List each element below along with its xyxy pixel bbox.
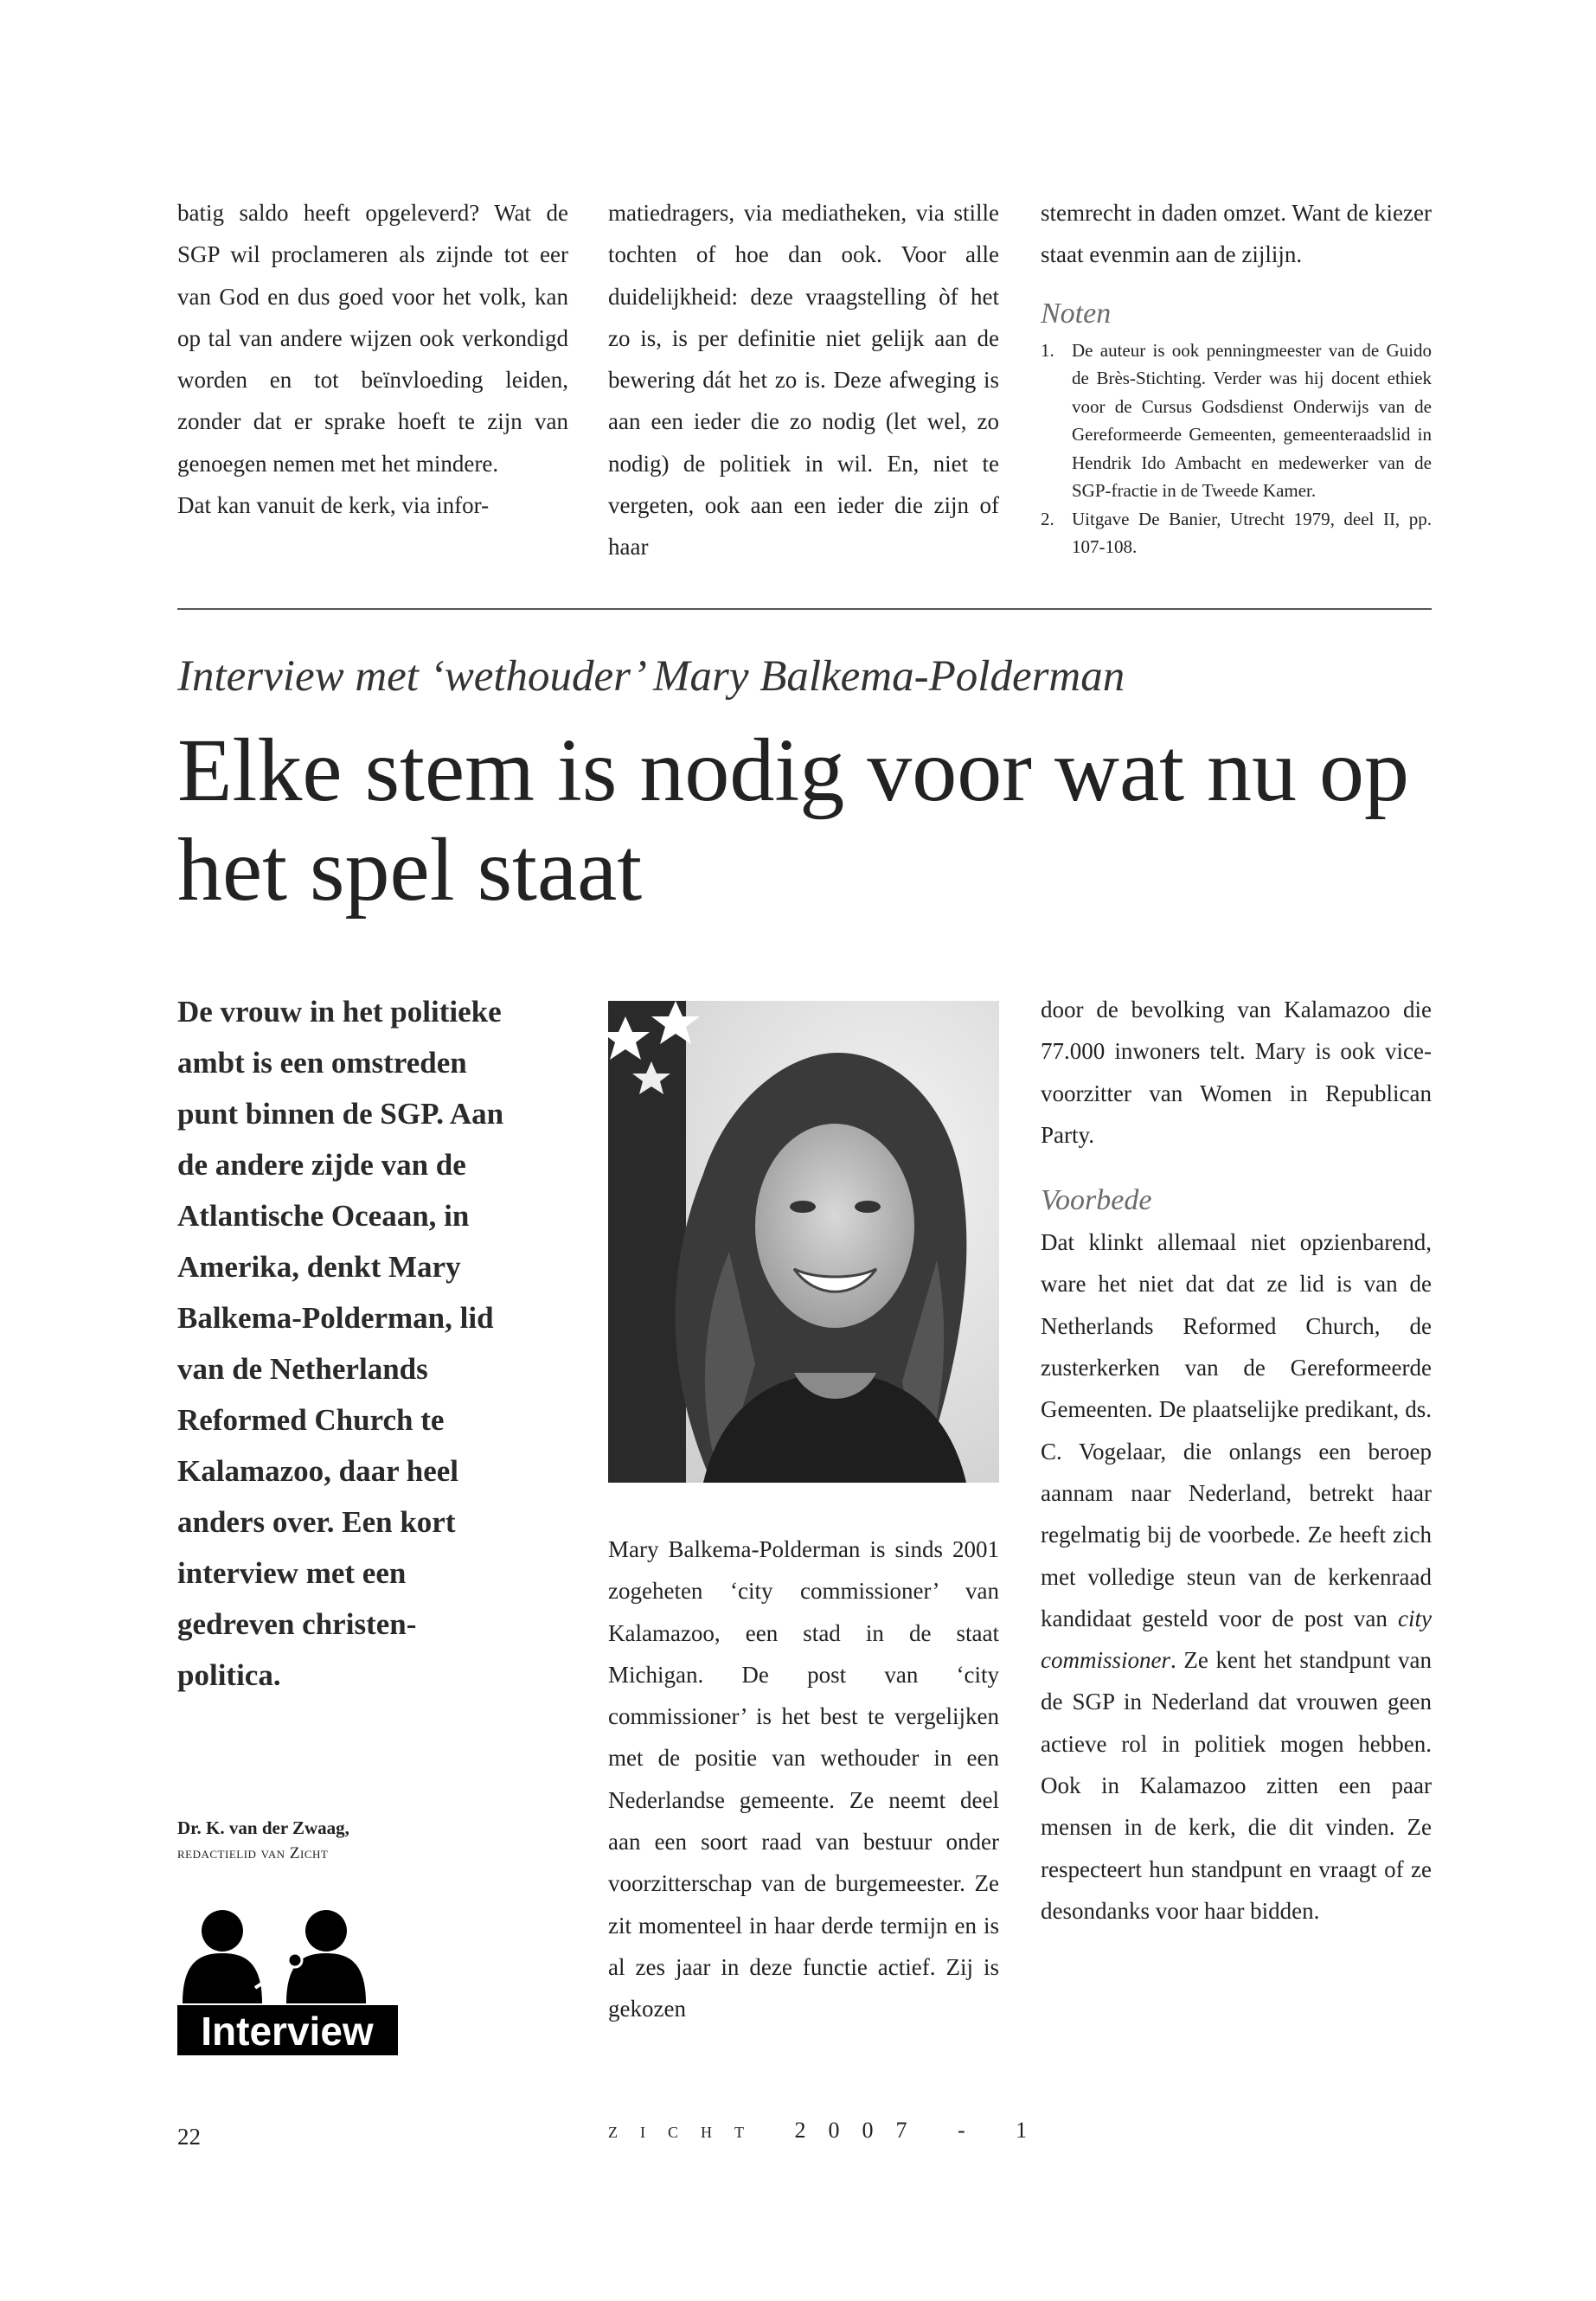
note-text: Uitgave De Banier, Utrecht 1979, deel II, pp. 107-108. — [1072, 508, 1432, 558]
paragraph: stemrecht in daden omzet. Want de kiezer staat evenmin aan de zijlijn. — [1041, 200, 1432, 268]
paragraph: door de bevolking van Kalamazoo die 77.000 inwoners telt. Mary is ook vice-voorzitter van Women in Republican Party. — [1041, 997, 1432, 1148]
article-headline: Elke stem is nodig voor wat nu op het spel staat — [177, 721, 1410, 920]
publication-footer: zicht 2007 - 1 — [608, 2118, 1050, 2143]
paragraph: matiedragers, via mediatheken, via stille tochten of hoe dan ook. Voor alle duidelijkheid: deze vraagstelling òf het zo is, is per definitie niet gelijk aan de bewering dát het zo is. Deze afweging is aan een ieder die zo nodig (let wel, zo nodig) de politiek in wil. En, niet te vergeten, ook aan een ieder die zijn of haar — [608, 200, 999, 561]
continued-column-1 — [177, 192, 568, 526]
byline — [177, 1815, 349, 1867]
article-kicker: Interview met ‘wethouder’ Mary Balkema-Polderman — [177, 652, 1125, 701]
interview-figures-icon — [177, 1908, 398, 2055]
note-number: 1. — [1041, 339, 1054, 361]
notes-list — [1041, 336, 1432, 561]
note-text: De auteur is ook penningmeester van de Guido de Brès-Stichting. Verder was hij docent ethiek voor de Cursus Godsdienst Onderwijs van de Gereformeerde Gemeenten, gemeenteraadslid in Hendrik Ido Ambacht en medewerker van de SGP-fractie in de Tweede Kamer. — [1072, 339, 1432, 502]
paragraph: batig saldo heeft opgeleverd? Wat de SGP wil proclameren als zijnde tot eer van God en dus goed voor het volk, kan op tal van andere wijzen ook verkondigd worden en tot beïnvloeding leiden, zonder dat er sprake hoeft te zijn van genoegen nemen met het mindere. — [177, 200, 568, 477]
subheading-voorbede: Voorbede — [1041, 1184, 1152, 1217]
paragraph: Dat kan vanuit de kerk, via infor- — [177, 492, 490, 519]
paragraph — [1041, 1221, 1432, 1932]
article-column-3 — [1041, 989, 1432, 1932]
note-number: 2. — [1041, 508, 1054, 529]
text-run: Dat klinkt allemaal niet opzienbarend, ware het niet dat dat ze lid is van de Netherlands Reformed Church, de zusterkerken van de Gereformeerde Gemeenten. De plaatselijke predikant, ds. C. Vogelaar, die onlangs een beroep aannam naar Nederland, betrekt haar regelmatig bij de voorbede. Ze heeft zich met volledige steun van de kerkenraad kandidaat gesteld voor de post van — [1041, 1229, 1432, 1631]
article-column-2 — [608, 1529, 999, 2030]
article-intro: De vrouw in het politieke ambt is een omstreden punt binnen de SGP. Aan de andere zijde van de Atlantische Oceaan, in Amerika, denkt Mary Balkema-Polderman, lid van de Netherlands Reformed Church te Kalamazoo, daar heel anders over. Een kort interview met een gedreven christen-politica. — [177, 995, 504, 1692]
author-role: redactielid van Zicht — [177, 1844, 329, 1862]
section-divider — [177, 608, 1432, 610]
author-name: Dr. K. van der Zwaag, — [177, 1817, 349, 1838]
page-number: 22 — [177, 2124, 201, 2150]
interview-logo — [177, 1908, 398, 2055]
notes-heading: Noten — [1041, 297, 1112, 330]
note-item — [1041, 505, 1432, 561]
note-item — [1041, 336, 1432, 505]
emphasis: city commissioner — [1041, 1605, 1433, 1674]
continued-column-2 — [608, 192, 999, 568]
logo-label: Interview — [201, 2009, 374, 2054]
paragraph: Mary Balkema-Polderman is sinds 2001 zogeheten ‘city commissioner’ van Kalamazoo, een stad in de staat Michigan. De post van ‘city commissioner’ is het best te vergelijken met de positie van wethouder in een Nederlandse gemeente. Ze neemt deel aan een soort raad van bestuur onder voorzitterschap van de burgemeester. Ze zit momenteel in haar derde termijn en is al zes jaar in deze functie actief. Zij is gekozen — [608, 1536, 999, 2022]
continued-column-3 — [1041, 192, 1432, 561]
portrait-photo — [608, 1001, 999, 1483]
text-run: . Ze kent het standpunt van de SGP in Nederland dat vrouwen geen actieve rol in politiek mogen hebben. Ook in Kalamazoo zitten een paar mensen in de kerk, die dit vinden. Ze respecteert hun standpunt en vraagt of ze desondanks voor haar bidden. — [1041, 1647, 1432, 1924]
